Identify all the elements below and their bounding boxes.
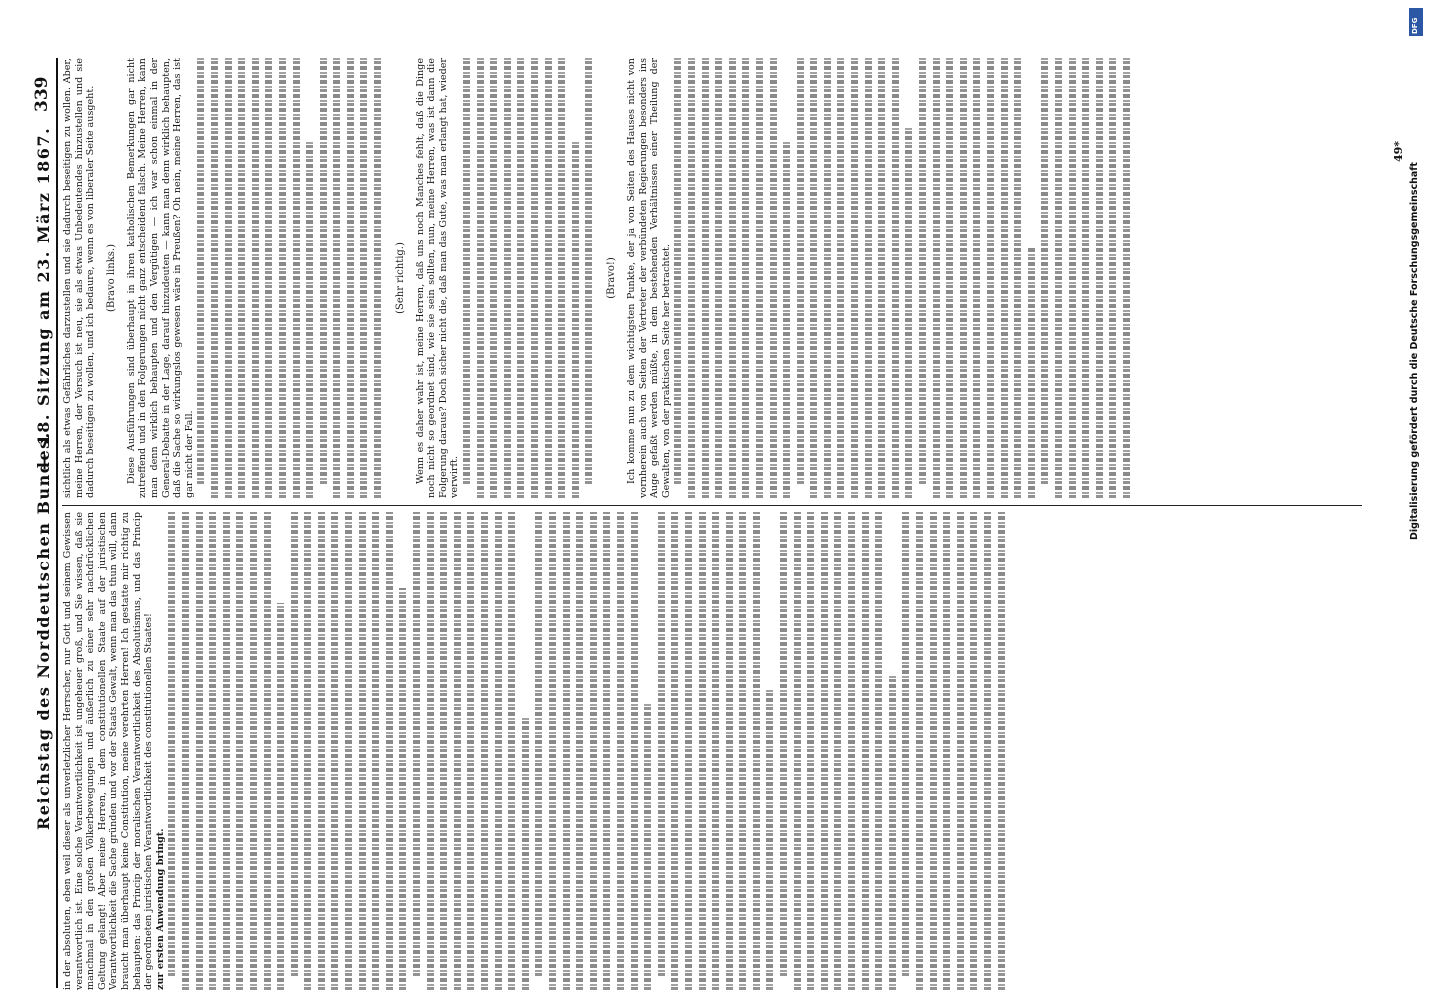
text-line [970, 512, 982, 990]
text-line [987, 58, 999, 498]
text-line [372, 512, 384, 990]
text-line [729, 58, 741, 498]
text-line [250, 512, 262, 990]
text-line [467, 512, 479, 990]
column-2-paragraph-2: Wenn es daher wahr ist, meine Herren, daß uns noch Manches fehlt, daß die Dinge noch nicht so geordnet sind, wie sie sein sollten, nun, meine Herren, was ist dann die Folgerung daraus? Doch sicher nicht die, daß man das Gute, was man erlangt hat, wieder verwirft. [414, 58, 461, 498]
column-2-paragraph-1: Diese Ausführungen sind überhaupt in ihren katholischen Bemerkungen gar nicht zutreffend und in den Folgerungen nicht ganz entscheidend falsch. Meine Herren, kann man denn wirklich behaupten und den Vergütigen — ich war schon einmal in der General-Debatte in der Lage, darauf hinzudeuten — kann man denn wirklich behaupten, daß die Sache so wirkungslos gewesen wäre in Preußen? Oh nein, meine Herren, das ist gar nicht der Fall. [125, 58, 195, 498]
text-line [168, 512, 180, 990]
text-line [495, 512, 507, 990]
text-line [413, 512, 425, 990]
text-line [454, 512, 466, 990]
text-line [517, 58, 529, 498]
text-line [770, 58, 782, 498]
text-line [902, 512, 914, 990]
text-line [238, 58, 250, 498]
text-line [291, 512, 303, 990]
text-line [837, 58, 849, 498]
text-line [359, 512, 371, 990]
text-line [1096, 58, 1108, 498]
text-line [889, 512, 901, 990]
text-line [277, 512, 289, 990]
text-line [810, 58, 822, 498]
text-line [196, 512, 208, 990]
text-line [783, 58, 795, 498]
text-line [549, 512, 561, 990]
text-line [905, 58, 917, 498]
text-line [834, 512, 846, 990]
text-line [1001, 58, 1013, 498]
column-1-opening-paragraph: in der absoluten, eben weil dieser als unverletzlicher Herrscher, nur Gott und seinem Gewissen verantwortlich ist. Eine solche Verantwortlichkeit ist ungeheuer groß, und Sie wissen, daß sie manchmal in den großen Völkerbewegungen und äußerlich zu einer sehr nachdrücklichen Geltung gelangt! Aber meine Herren, in dem constitutionellen Staate auf der juristischen Verantwortlichkeit die Sache gründen und vor der Staats Gewalt, wenn man das thun will, dann braucht man überhaupt keine Constitution, meine verehrten Herren! Ich gestatte mir richtig zu behaupten: das Princip der moralischen Verantwortlichkeit des Absolutismus, und das Princip der geordneten juristischen Verantwortlichkeit des constitutionellen Staates! [62, 512, 155, 990]
text-line [851, 58, 863, 498]
text-line [293, 58, 305, 498]
dfg-logo [1409, 8, 1423, 36]
text-line [699, 512, 711, 990]
text-line [807, 512, 819, 990]
text-line [576, 512, 588, 990]
column-divider [62, 505, 1362, 506]
column-1-body-text [168, 512, 1009, 990]
text-line [545, 58, 557, 498]
text-line [794, 512, 806, 990]
interjection-sehr-richtig: (Sehr richtig.) [394, 242, 406, 314]
text-line [558, 58, 570, 498]
column-2-body-text-b [463, 58, 597, 498]
text-line [916, 512, 928, 990]
text-line [658, 512, 670, 990]
text-line [865, 58, 877, 498]
column-2-body-text-c [674, 58, 1134, 498]
column-2-paragraph-3: Ich komme nun zu dem wichtigsten Punkte, der ja von Seiten des Hauses nicht von vornherein auch von Seiten der Vertreter der verbündeten Regierungen besonders ins Auge gefaßt werden müßte, in dem bestehenden Verhältnissen einer Theilung der Gewalten, von der praktischen Seite her betrachtet. [625, 58, 672, 498]
text-line [998, 512, 1010, 990]
text-line [1041, 58, 1053, 498]
text-line [306, 58, 318, 498]
text-line [535, 512, 547, 990]
text-line [360, 58, 372, 498]
text-line [318, 512, 330, 990]
header-rule [56, 58, 58, 988]
text-line [252, 58, 264, 498]
dfg-logo-text: DFG [1411, 17, 1419, 34]
text-line [386, 512, 398, 990]
text-line [225, 58, 237, 498]
text-line [333, 58, 345, 498]
text-line [236, 512, 248, 990]
text-line [930, 512, 942, 990]
text-line [223, 512, 235, 990]
text-line [504, 58, 516, 498]
text-line [490, 58, 502, 498]
text-line [742, 58, 754, 498]
text-line [304, 512, 316, 990]
text-line [399, 512, 411, 990]
text-line [463, 58, 475, 498]
text-line [943, 512, 955, 990]
text-line [984, 512, 996, 990]
text-line [780, 512, 792, 990]
text-line [331, 512, 343, 990]
text-column-2 [62, 58, 1362, 498]
text-line [572, 58, 584, 498]
text-line [563, 512, 575, 990]
text-line [726, 512, 738, 990]
text-line [1028, 58, 1040, 498]
text-line [1082, 58, 1094, 498]
text-line [531, 58, 543, 498]
text-line [766, 512, 778, 990]
text-line [182, 512, 194, 990]
text-line [739, 512, 751, 990]
text-line [712, 512, 724, 990]
text-line [197, 58, 209, 498]
text-line [756, 58, 768, 498]
running-head-left: Reichstag des Norddeutschen Bundes. [34, 431, 53, 830]
text-line [345, 512, 357, 990]
text-line [427, 512, 439, 990]
text-line [585, 58, 597, 498]
column-2-body-text-a [197, 58, 385, 498]
text-line [875, 512, 887, 990]
digitization-credit: Digitalisierung gefördert durch die Deutsche Forschungsgemeinschaft [1409, 162, 1420, 540]
text-line [1055, 58, 1067, 498]
text-line [320, 58, 332, 498]
text-line [603, 512, 615, 990]
text-line [508, 512, 520, 990]
text-line [848, 512, 860, 990]
text-line [933, 58, 945, 498]
text-line [477, 58, 489, 498]
text-line [671, 512, 683, 990]
signature-mark: 49* [1392, 140, 1405, 162]
text-line [919, 58, 931, 498]
text-line [892, 58, 904, 498]
text-line [631, 512, 643, 990]
column-1-emphasis: zur ersten Anwendung bringt. [154, 828, 166, 990]
text-line [753, 512, 765, 990]
text-line [209, 512, 221, 990]
text-line [702, 58, 714, 498]
text-line [265, 58, 277, 498]
text-line [211, 58, 223, 498]
text-line [617, 512, 629, 990]
text-line [715, 58, 727, 498]
text-line [644, 512, 656, 990]
text-line [946, 58, 958, 498]
text-column-1 [62, 512, 1362, 990]
interjection-bravo-links: (Bravo links.) [105, 244, 117, 312]
column-2-opening-paragraph: sichtlich als etwas Gefährliches darzustellen und sie dadurch beseitigen zu wollen. Aber, meine Herren, der Versuch ist neu, sie als etwas Unbedeutendes hinzustellen und sie dadurch beseitigen zu wollen, und ich bedaure, wenn es von liberaler Seite ausgeht. [62, 58, 97, 498]
text-line [685, 512, 697, 990]
text-line [347, 58, 359, 498]
text-line [481, 512, 493, 990]
text-line [957, 512, 969, 990]
text-line [688, 58, 700, 498]
text-line [1109, 58, 1121, 498]
text-line [279, 58, 291, 498]
text-line [590, 512, 602, 990]
text-line [960, 58, 972, 498]
text-line [824, 58, 836, 498]
text-line [1014, 58, 1026, 498]
text-line [1123, 58, 1135, 498]
text-line [440, 512, 452, 990]
text-line [374, 58, 386, 498]
text-line [878, 58, 890, 498]
text-line [821, 512, 833, 990]
text-line [1069, 58, 1081, 498]
text-line [797, 58, 809, 498]
text-line [674, 58, 686, 498]
text-line [264, 512, 276, 990]
text-line [522, 512, 534, 990]
text-line [973, 58, 985, 498]
running-head-right: — 18. Sitzung am 23. März 1867. [34, 126, 53, 470]
interjection-bravo: (Bravo!) [605, 257, 617, 299]
page-number: 339 [32, 76, 52, 112]
text-line [862, 512, 874, 990]
